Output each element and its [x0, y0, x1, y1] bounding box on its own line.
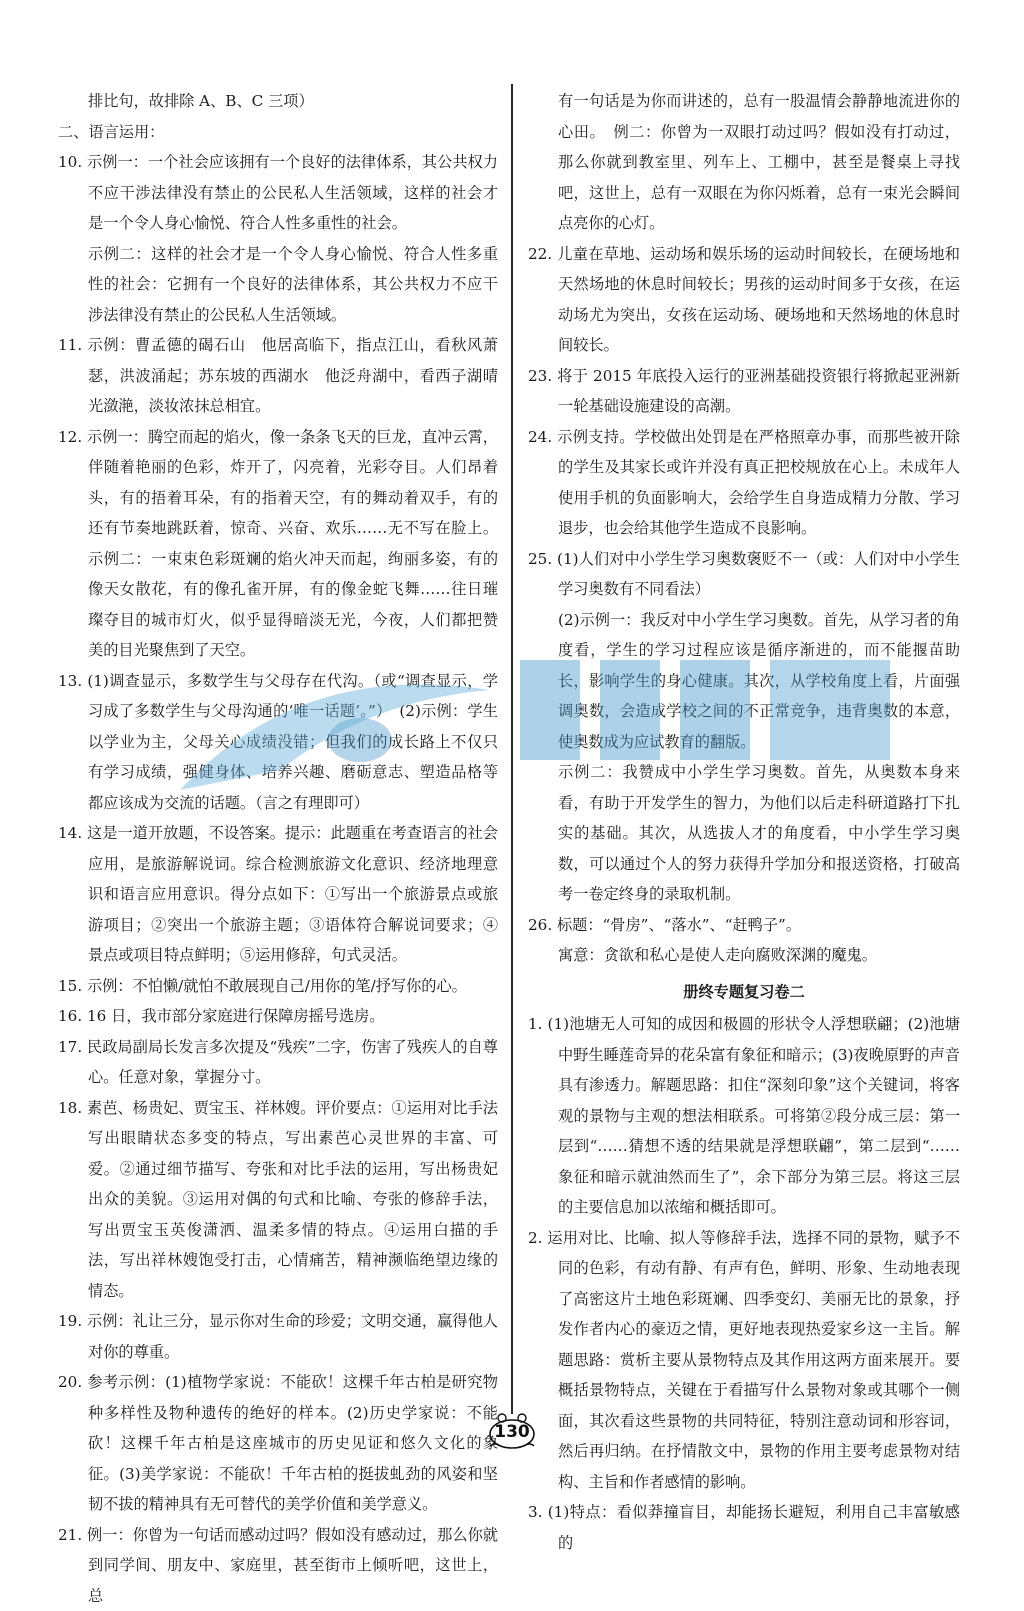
answer-paragraph: 15. 示例：不怕懒/就怕不敢展现自己/用你的笔/抒写你的心。: [58, 971, 498, 1002]
answer-paragraph: 12. 示例一：腾空而起的焰火，像一条条飞天的巨龙，直冲云霄，伴随着艳丽的色彩，炸开了，闪亮着，光彩夺目。人们昂着头，有的捂着耳朵，有的指着天空，有的舞动着双手，有的还有节奏地跳跃着，惊奇、兴奋、欢乐……无不写在脸上。示例二：一束束色彩斑斓的焰火冲天而起，绚丽多姿，有的像天女散花，有的像孔雀开屏，有的像金蛇飞舞……往日璀璨夺目的城市灯火，似乎显得暗淡无光，今夜，人们都把赞美的目光聚焦到了天空。: [58, 422, 498, 666]
answer-paragraph: 22. 儿童在草地、运动场和娱乐场的运动时间较长，在硬场地和天然场地的休息时间较长；男孩的运动时间多于女孩，在运动场尤为突出，女孩在运动场、硬场地和天然场地的休息时间较长。: [528, 239, 960, 361]
answer-paragraph: 11. 示例：曹孟德的碣石山 他居高临下，指点江山，看秋风萧瑟，洪波涌起；苏东坡的西湖水 他泛舟湖中，看西子湖晴光潋滟，淡妆浓抹总相宜。: [58, 330, 498, 422]
left-column: [58, 86, 498, 1611]
answer-paragraph: 26. 标题：“骨房”、“落水”、“赶鸭子”。: [528, 910, 960, 941]
answer-paragraph: 有一句话是为你而讲述的，总有一股温情会静静地流进你的心田。 例二：你曾为一双眼打动过吗？假如没有打动过，那么你就到教室里、列车上、工棚中，甚至是餐桌上寻找吧，这世上，总有一双眼在为你闪烁着，总有一束光会瞬间点亮你的心灯。: [528, 86, 960, 239]
page-number-badge: [486, 1412, 538, 1452]
column-divider: [511, 84, 513, 1414]
answer-paragraph: 20. 参考示例：(1)植物学家说：不能砍！这棵千年古柏是研究物种多样性及物种遗传的绝好的样本。(2)历史学家说：不能砍！这棵千年古柏是这座城市的历史见证和悠久文化的象征。(3)美学家说：不能砍！千年古柏的挺拔虬劲的风姿和坚韧不拔的精神具有无可替代的美学价值和美学意义。: [58, 1367, 498, 1520]
answer-paragraph: 13. (1)调查显示，多数学生与父母存在代沟。（或“调查显示，学习成了多数学生与父母沟通的‘唯一话题’。”） (2)示例：学生以学业为主，父母关心成绩没错；但我们的成长路上不仅只有学习成绩，强健身体、培养兴趣、磨砺意志、塑造品格等都应该成为交流的话题。（言之有理即可）: [58, 666, 498, 819]
answer-paragraph: 19. 示例：礼让三分，显示你对生命的珍爱；文明交通，赢得他人对你的尊重。: [58, 1306, 498, 1367]
answer-paragraph: 示例二：我赞成中小学生学习奥数。首先，从奥数本身来看，有助于开发学生的智力，为他们以后走科研道路打下扎实的基础。其次，从选拔人才的角度看，中小学生学习奥数，可以通过个人的努力获得升学加分和报送资格，打破高考一卷定终身的录取机制。: [528, 757, 960, 910]
answer-paragraph: 10. 示例一：一个社会应该拥有一个良好的法律体系，其公共权力不应干涉法律没有禁止的公民私人生活领域，这样的社会才是一个令人身心愉悦、符合人性多重性的社会。: [58, 147, 498, 239]
answer-paragraph: 二、语言运用：: [58, 117, 498, 148]
answer-paragraph: 示例二：这样的社会才是一个令人身心愉悦、符合人性多重性的社会：它拥有一个良好的法律体系，其公共权力不应干涉法律没有禁止的公民私人生活领域。: [58, 239, 498, 331]
right-column: [528, 86, 960, 1558]
answer-paragraph: 18. 素芭、杨贵妃、贾宝玉、祥林嫂。评价要点：①运用对比手法写出眼睛状态多变的特点，写出素芭心灵世界的丰富、可爱。②通过细节描写、夸张和对比手法的运用，写出杨贵妃出众的美貌。③运用对偶的句式和比喻、夸张的修辞手法，写出贾宝玉英俊潇洒、温柔多情的特点。④运用白描的手法，写出祥林嫂饱受打击，心情痛苦，精神濒临绝望边缘的情态。: [58, 1093, 498, 1307]
answer-paragraph: 2. 运用对比、比喻、拟人等修辞手法，选择不同的景物，赋予不同的色彩，有动有静、有声有色，鲜明、形象、生动地表现了高密这片土地色彩斑斓、四季变幻、美丽无比的景象，抒发作者内心的豪迈之情，更好地表现热爱家乡这一主旨。解题思路：赏析主要从景物特点及其作用这两方面来展开。要概括景物特点，关键在于看描写什么景物对象或其哪个一侧面，其次看这些景物的共同特征，特别注意动词和形容词，然后再归纳。在抒情散文中，景物的作用主要考虑景物对结构、主旨和作者感情的影响。: [528, 1223, 960, 1498]
answer-paragraph: 21. 例一：你曾为一句话而感动过吗？假如没有感动过，那么你就到同学间、朋友中、家庭里，甚至街市上倾听吧，这世上，总: [58, 1520, 498, 1611]
answer-paragraph: 排比句，故排除 A、B、C 三项）: [58, 86, 498, 117]
page-number: 130: [494, 1422, 530, 1442]
answer-paragraph: 16. 16 日，我市部分家庭进行保障房摇号选房。: [58, 1001, 498, 1032]
answer-paragraph: (2)示例一：我反对中小学生学习奥数。首先，从学习者的角度看，学生的学习过程应该是循序渐进的，而不能揠苗助长，影响学生的身心健康。其次，从学校角度上看，片面强调奥数，会造成学校之间的不正常竞争，违背奥数的本意，使奥数成为应试教育的翻版。: [528, 605, 960, 758]
answer-paragraph: 3. (1)特点：看似莽撞盲目，却能扬长避短，利用自己丰富敏感的: [528, 1497, 960, 1558]
answer-paragraph: 1. (1)池塘无人可知的成因和极圆的形状令人浮想联翩；(2)池塘中野生睡莲奇异的花朵富有象征和暗示；(3)夜晚原野的声音具有渗透力。解题思路：扣住“深刻印象”这个关键词，将客观的景物与主观的想法相联系。可将第②段分成三层：第一层到“……猜想不透的结果就是浮想联翩”，第二层到“……象征和暗示就油然而生了”，余下部分为第三层。将这三层的主要信息加以浓缩和概括即可。: [528, 1009, 960, 1223]
answer-paragraph: 17. 民政局副局长发言多次提及“残疾”二字，伤害了残疾人的自尊心。任意对象，掌握分寸。: [58, 1032, 498, 1093]
answer-paragraph: 25. (1)人们对中小学生学习奥数褒贬不一（或：人们对中小学生学习奥数有不同看法）: [528, 544, 960, 605]
section-title: 册终专题复习卷二: [528, 977, 960, 1008]
answer-paragraph: 24. 示例支持。学校做出处罚是在严格照章办事，而那些被开除的学生及其家长或许并没有真正把校规放在心上。未成年人使用手机的负面影响大，会给学生自身造成精力分散、学习退步，也会给其他学生造成不良影响。: [528, 422, 960, 544]
answer-paragraph: 23. 将于 2015 年底投入运行的亚洲基础投资银行将掀起亚洲新一轮基础设施建设的高潮。: [528, 361, 960, 422]
answer-paragraph: 寓意：贪欲和私心是使人走向腐败深渊的魔鬼。: [528, 940, 960, 971]
answer-paragraph: 14. 这是一道开放题，不设答案。提示：此题重在考查语言的社会应用，是旅游解说词。综合检测旅游文化意识、经济地理意识和语言应用意识。得分点如下：①写出一个旅游景点或旅游项目；②突出一个旅游主题；③语体符合解说词要求；④景点或项目特点鲜明；⑤运用修辞，句式灵活。: [58, 818, 498, 971]
